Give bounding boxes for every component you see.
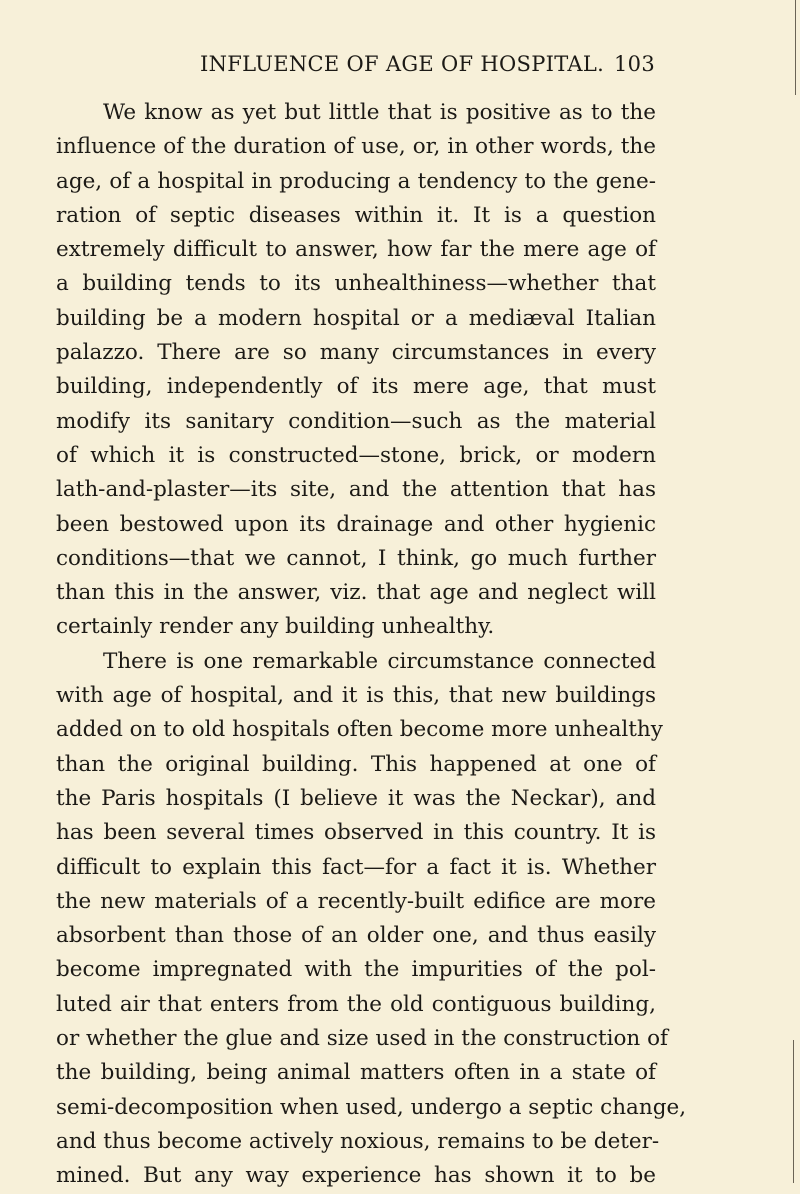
text-line: semi-decomposition when used, undergo a septic change, xyxy=(56,1094,687,1120)
text-line: and thus become actively noxious, remains to be deter- xyxy=(56,1128,660,1154)
text-line: certainly render any building unhealthy. xyxy=(56,614,495,640)
text-line: absorbent than those of an older one, and thus easily xyxy=(56,923,656,949)
text-line: than this in the answer, viz. that age and neglect will xyxy=(56,580,656,606)
page-edge-shadow xyxy=(795,0,796,95)
page-edge-shadow xyxy=(793,1040,794,1183)
text-line: influence of the duration of use, or, in other words, the xyxy=(56,134,656,160)
running-header xyxy=(200,52,655,88)
text-line: extremely difficult to answer, how far the mere age of xyxy=(56,237,656,263)
text-line: modify its sanitary condition—such as the material xyxy=(56,408,656,434)
text-line: difficult to explain this fact—for a fact it is. Whether xyxy=(56,854,656,880)
text-line: been bestowed upon its drainage and other hygienic xyxy=(56,511,656,537)
running-title: INFLUENCE OF AGE OF HOSPITAL. xyxy=(200,52,605,76)
text-line: the building, being animal matters often in a state of xyxy=(56,1060,656,1086)
text-line: mined. But any way experience has shown it to be xyxy=(56,1163,656,1189)
text-line: palazzo. There are so many circumstances in every xyxy=(56,340,656,366)
text-line: with age of hospital, and it is this, that new buildings xyxy=(56,683,656,709)
text-line: than the original building. This happened at one of xyxy=(56,751,656,777)
page-number: 103 xyxy=(614,52,655,76)
text-line: ration of septic diseases within it. It is a question xyxy=(56,202,656,228)
text-line: conditions—that we cannot, I think, go much further xyxy=(56,545,656,571)
text-line: lath-and-plaster—its site, and the attention that has xyxy=(56,477,656,503)
text-line: of which it is constructed—stone, brick, or modern xyxy=(56,442,656,468)
text-line: or whether the glue and size used in the construction of xyxy=(56,1026,669,1052)
text-line: a building tends to its unhealthiness—whether that xyxy=(56,271,656,297)
text-line: luted air that enters from the old contiguous building, xyxy=(56,991,656,1017)
text-line: has been several times observed in this country. It is xyxy=(56,820,656,846)
text-line: added on to old hospitals often become more unhealthy xyxy=(56,717,663,743)
text-line: We know as yet but little that is positive as to the xyxy=(103,100,656,125)
text-line: building be a modern hospital or a mediæval Italian xyxy=(56,305,656,331)
text-line: the new materials of a recently-built edifice are more xyxy=(56,888,656,914)
text-line: the Paris hospitals (I believe it was the Neckar), and xyxy=(56,785,656,811)
body-text xyxy=(56,96,687,1194)
text-line: age, of a hospital in producing a tendency to the gene- xyxy=(56,168,656,194)
text-line: become impregnated with the impurities of the pol- xyxy=(56,957,656,983)
text-line: There is one remarkable circumstance connected xyxy=(103,648,656,674)
text-line: building, independently of its mere age, that must xyxy=(56,374,656,400)
